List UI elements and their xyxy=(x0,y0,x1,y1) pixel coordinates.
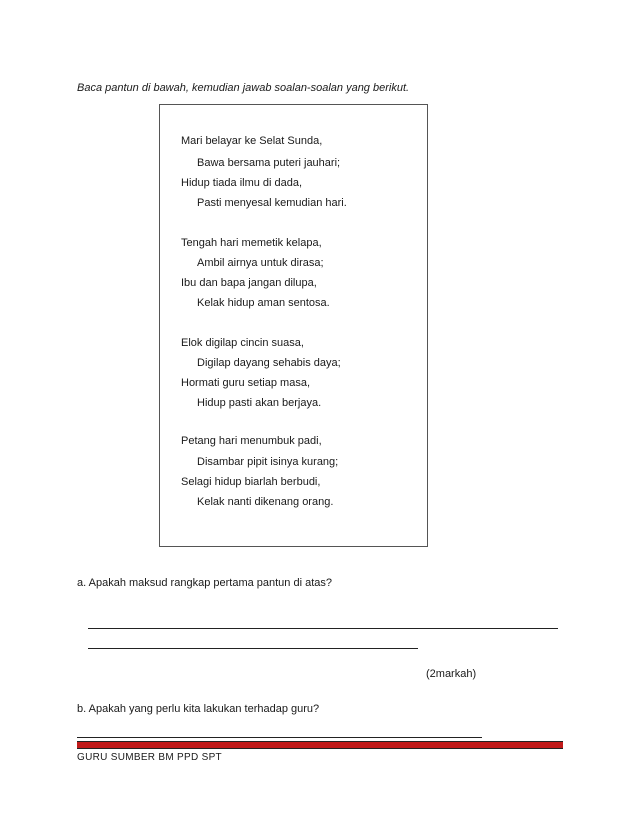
poem-line: Bawa bersama puteri jauhari; xyxy=(197,157,341,169)
poem-line: Hormati guru setiap masa, xyxy=(181,377,310,389)
poem-line: Pasti menyesal kemudian hari. xyxy=(197,197,347,209)
poem-line: Kelak nanti dikenang orang. xyxy=(197,496,334,508)
poem-line: Ibu dan bapa jangan dilupa, xyxy=(181,277,317,289)
poem-line: Digilap dayang sehabis daya; xyxy=(197,357,341,369)
answer-line-a1[interactable] xyxy=(88,628,558,629)
footer-text: GURU SUMBER BM PPD SPT xyxy=(77,752,222,763)
answer-line-a2[interactable] xyxy=(88,648,418,649)
poem-line: Mari belayar ke Selat Sunda, xyxy=(181,135,323,147)
answer-line-b1[interactable] xyxy=(77,737,482,738)
poem-line: Disambar pipit isinya kurang; xyxy=(197,456,339,468)
marks-label: (2markah) xyxy=(426,668,477,680)
footer-divider xyxy=(77,741,563,749)
instruction-text: Baca pantun di bawah, kemudian jawab soalan-soalan yang berikut. xyxy=(77,82,410,94)
poem-line: Selagi hidup biarlah berbudi, xyxy=(181,476,321,488)
poem-line: Kelak hidup aman sentosa. xyxy=(197,297,330,309)
question-a: a. Apakah maksud rangkap pertama pantun di atas? xyxy=(77,577,333,589)
poem-line: Tengah hari memetik kelapa, xyxy=(181,237,322,249)
question-b: b. Apakah yang perlu kita lakukan terhadap guru? xyxy=(77,703,320,715)
poem-line: Elok digilap cincin suasa, xyxy=(181,337,304,349)
poem-line: Ambil airnya untuk dirasa; xyxy=(197,257,324,269)
poem-line: Hidup tiada ilmu di dada, xyxy=(181,177,303,189)
poem-line: Petang hari menumbuk padi, xyxy=(181,435,322,447)
poem-line: Hidup pasti akan berjaya. xyxy=(197,397,322,409)
